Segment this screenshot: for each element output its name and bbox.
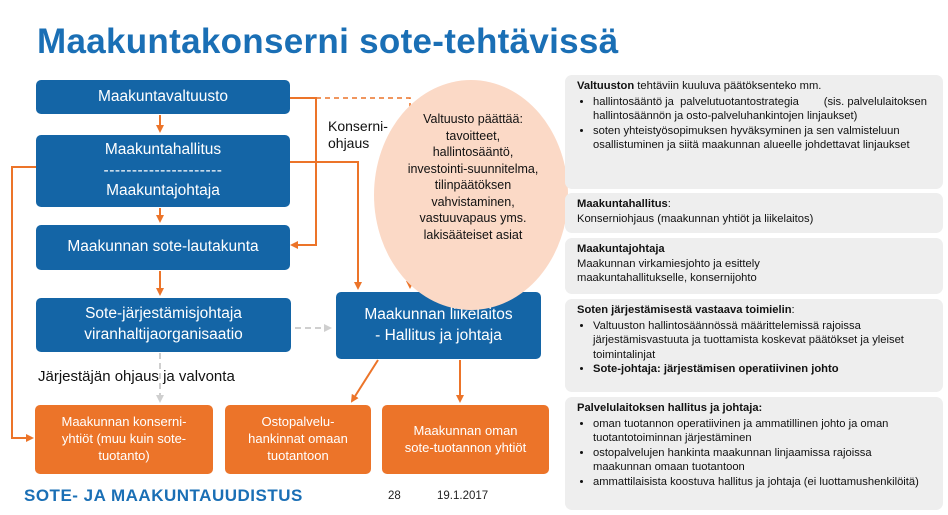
- panel-toimielin: [565, 299, 943, 392]
- panel-valtuusto-heading-rest: tehtäviin kuuluva päätöksenteko mm.: [634, 80, 822, 92]
- panel-toimielin-heading: Soten järjestämisestä vastaava toimielin: [577, 304, 792, 316]
- arrow-hallitus-liikelaitos: [290, 162, 358, 288]
- panel-valtuusto: [565, 75, 943, 189]
- box-jarjestamisjohtaja-line2: viranhaltijaorganisaatio: [84, 326, 243, 343]
- panel-hallitus-text: Konserniohjaus (maakunnan yhtiöt ja liikelaitos): [577, 212, 814, 225]
- arrow-liikelaitos-osto: [352, 360, 378, 401]
- ohjaus-valvonta-label: Järjestäjän ohjaus ja valvonta: [38, 368, 235, 385]
- box-maakuntavaltuusto-label: Maakuntavaltuusto: [97, 87, 229, 105]
- box-separator: ---------------------: [103, 161, 223, 179]
- konserniohjaus-label: [328, 118, 388, 152]
- panel-toimielin-bullet2: Sote-johtaja: järjestämisen operatiivinen johto: [593, 363, 839, 376]
- box-jarjestamisjohtaja-line1: Sote-järjestämisjohtaja: [85, 305, 242, 323]
- arrow-hallitus-konserni: [12, 167, 36, 438]
- box-konserniyhtiot-label: Maakunnan konserni-yhtiöt (muu kuin sote-tuotanto): [61, 414, 187, 463]
- list-item: [593, 362, 931, 377]
- panel-toimielin-heading-rest: :: [791, 304, 795, 316]
- panel-palvelulaitos: [565, 397, 943, 510]
- konserniohjaus-line1: Konserni-: [328, 118, 388, 134]
- box-jarjestamisjohtaja: [36, 298, 291, 352]
- footer-date: 19.1.2017: [437, 490, 489, 502]
- list-item: • soten yhteistyösopimuksen hyväksyminen ja sen valmisteluun osallistuminen ja siitä maakunnan alueelle johdettavat linjaukset: [593, 124, 931, 153]
- box-konserniyhtiot: [35, 405, 213, 474]
- panel-maakuntajohtaja: [565, 238, 943, 294]
- list-item: • hallintosääntö ja palvelutuotantostrategia (sis. palvelulaitoksen hallintosäännön ja osto-palveluhankintojen linjaukset): [593, 95, 931, 124]
- box-ostopalveluhankinnat-label: Ostopalvelu-hankinnat omaan tuotantoon: [248, 414, 348, 463]
- list-item: • ammattilaisista koostuva hallitus ja johtaja (ei luottamushenkilöitä): [593, 475, 931, 490]
- konserniohjaus-line2: ohjaus: [328, 134, 370, 151]
- box-maakuntavaltuusto: [36, 80, 290, 114]
- box-liikelaitos-line1: Maakunnan liikelaitos: [364, 305, 513, 323]
- panel-hallitus-heading-rest: :: [667, 198, 671, 210]
- footer-brand: SOTE- JA MAAKUNTAUUDISTUS: [24, 486, 303, 505]
- panel-johtaja-text: Maakunnan virkamiesjohto ja esittely maakuntahallitukselle, konsernijohto: [577, 257, 760, 285]
- panel-palvelulaitos-heading: Palvelulaitoksen hallitus ja johtaja:: [577, 402, 763, 414]
- panel-johtaja-heading: Maakuntajohtaja: [577, 243, 665, 255]
- box-maakuntahallitus-label: Maakuntahallitus: [104, 140, 222, 158]
- panel-palvelulaitos-list: [577, 417, 931, 490]
- footer-page-number: 28: [388, 490, 401, 502]
- box-ostopalveluhankinnat: [225, 405, 371, 474]
- box-oma-sote-tuotanto: [382, 405, 549, 474]
- box-maakuntahallitus: [36, 135, 290, 207]
- arrow-valtuusto-lautakunta: [290, 98, 316, 245]
- list-item: • ostopalvelujen hankinta maakunnan linjaamissa rajoissa maakunnan omaan tuotantoon: [593, 446, 931, 475]
- panel-toimielin-list: [577, 319, 931, 377]
- panel-valtuusto-list: [577, 95, 931, 153]
- panel-maakuntahallitus: [565, 193, 943, 233]
- box-liikelaitos-line2: - Hallitus ja johtaja: [375, 326, 502, 344]
- page-title: Maakuntakonserni sote-tehtävissä: [37, 22, 619, 61]
- box-sote-lautakunta: [36, 225, 290, 270]
- panel-valtuusto-heading: Valtuuston: [577, 80, 635, 92]
- box-sote-lautakunta-label: Maakunnan sote-lautakunta: [67, 238, 259, 256]
- valtuusto-paattaa-text: Valtuusto päättää: tavoitteet, hallintosääntö, investointi-suunnitelma, tilinpäätöksen vahvistaminen, vastuuvapaus yms. lakisääteiset asiat: [407, 112, 539, 242]
- list-item: • Valtuuston hallintosäännössä määrittelemissä rajoissa järjestämisvastuuta ja tuottamista koskevat päätökset ja yleiset toimintalinjat: [593, 319, 931, 363]
- box-maakuntajohtaja-label: Maakuntajohtaja: [106, 182, 220, 200]
- list-item: • oman tuotannon operatiivinen ja ammatillinen johto ja oman tuotantotoiminnan järjestäminen: [593, 417, 931, 446]
- panel-hallitus-heading: Maakuntahallitus: [577, 198, 668, 210]
- box-oma-sote-tuotanto-label: Maakunnan oman sote-tuotannon yhtiöt: [404, 422, 527, 455]
